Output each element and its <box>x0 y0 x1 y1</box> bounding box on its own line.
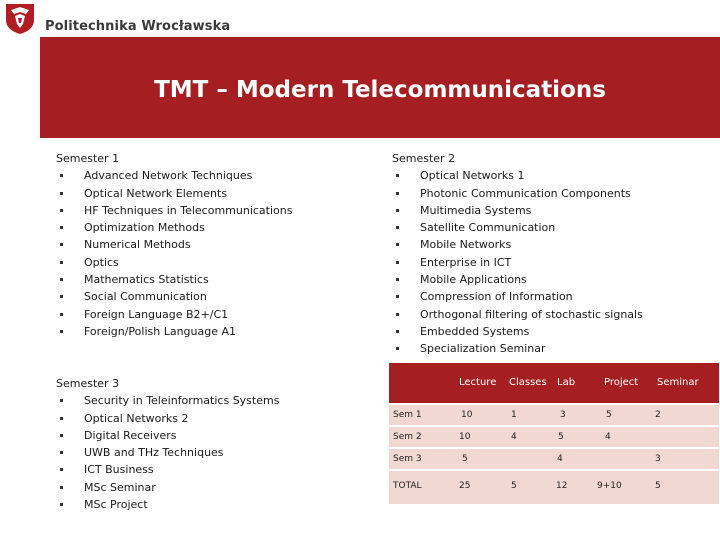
course-item: Mathematics Statistics <box>56 271 292 288</box>
table-cell: 12 <box>556 481 568 491</box>
course-item: HF Techniques in Telecommunications <box>56 202 292 219</box>
table-cell: 9+10 <box>597 481 622 491</box>
row-label: Sem 1 <box>393 410 422 420</box>
table-cell: 3 <box>655 454 661 464</box>
course-item: Mobile Applications <box>392 271 643 288</box>
course-item: ICT Business <box>56 461 279 478</box>
semester-heading: Semester 3 <box>56 377 120 390</box>
course-item: Compression of Information <box>392 288 643 305</box>
table-cell: 5 <box>606 410 612 420</box>
column-header-project: Project <box>604 377 639 388</box>
course-item: Optics <box>56 254 292 271</box>
row-label: Sem 3 <box>393 454 422 464</box>
university-name: Politechnika Wrocławska <box>45 19 231 34</box>
course-item: Satellite Communication <box>392 219 643 236</box>
semester-heading: Semester 1 <box>56 152 120 165</box>
course-item: Optical Networks 1 <box>392 167 643 184</box>
semester-3-list <box>56 375 279 513</box>
table-cell: 4 <box>557 454 563 464</box>
course-item: Security in Teleinformatics Systems <box>56 392 279 409</box>
course-item: Social Communication <box>56 288 292 305</box>
header-bar <box>0 0 720 37</box>
course-item: MSc Project <box>56 496 279 513</box>
table-header <box>389 363 719 403</box>
course-item: Orthogonal filtering of stochastic signals <box>392 306 643 323</box>
table-cell: 1 <box>511 410 517 420</box>
university-crest-icon <box>4 2 36 35</box>
table-row <box>389 449 719 469</box>
table-cell: 5 <box>655 481 661 491</box>
column-header-seminar: Seminar <box>657 377 699 388</box>
table-cell: 5 <box>558 432 564 442</box>
semester-1-list <box>56 150 292 340</box>
column-header-lecture: Lecture <box>459 377 497 388</box>
table-cell: 4 <box>605 432 611 442</box>
course-item: Embedded Systems <box>392 323 643 340</box>
table-row-total <box>389 471 719 504</box>
course-item: Digital Receivers <box>56 427 279 444</box>
table-cell: 10 <box>461 410 473 420</box>
column-header-classes: Classes <box>509 377 547 388</box>
row-label: TOTAL <box>393 481 422 491</box>
course-item: Photonic Communication Components <box>392 185 643 202</box>
table-cell: 5 <box>511 481 517 491</box>
table-row <box>389 427 719 447</box>
course-item: Optical Network Elements <box>56 185 292 202</box>
course-item: Optimization Methods <box>56 219 292 236</box>
course-item: Mobile Networks <box>392 236 643 253</box>
course-item: Numerical Methods <box>56 236 292 253</box>
table-cell: 2 <box>655 410 661 420</box>
column-header-lab: Lab <box>557 377 576 388</box>
title-banner <box>40 37 720 138</box>
table-cell: 3 <box>560 410 566 420</box>
semester-heading: Semester 2 <box>392 152 456 165</box>
hours-table <box>389 363 719 504</box>
course-item: Optical Networks 2 <box>56 410 279 427</box>
course-item: Enterprise in ICT <box>392 254 643 271</box>
semester-2-list <box>392 150 643 358</box>
course-item: Foreign Language B2+/C1 <box>56 306 292 323</box>
course-item: Multimedia Systems <box>392 202 643 219</box>
course-item: Advanced Network Techniques <box>56 167 292 184</box>
row-label: Sem 2 <box>393 432 422 442</box>
course-item: Specialization Seminar <box>392 340 643 357</box>
table-row <box>389 405 719 425</box>
table-cell: 4 <box>511 432 517 442</box>
slide-title: TMT – Modern Telecommunications <box>154 77 606 103</box>
course-item: Foreign/Polish Language A1 <box>56 323 292 340</box>
course-item: UWB and THz Techniques <box>56 444 279 461</box>
table-cell: 10 <box>459 432 471 442</box>
table-cell: 25 <box>459 481 471 491</box>
course-item: MSc Seminar <box>56 479 279 496</box>
table-cell: 5 <box>462 454 468 464</box>
